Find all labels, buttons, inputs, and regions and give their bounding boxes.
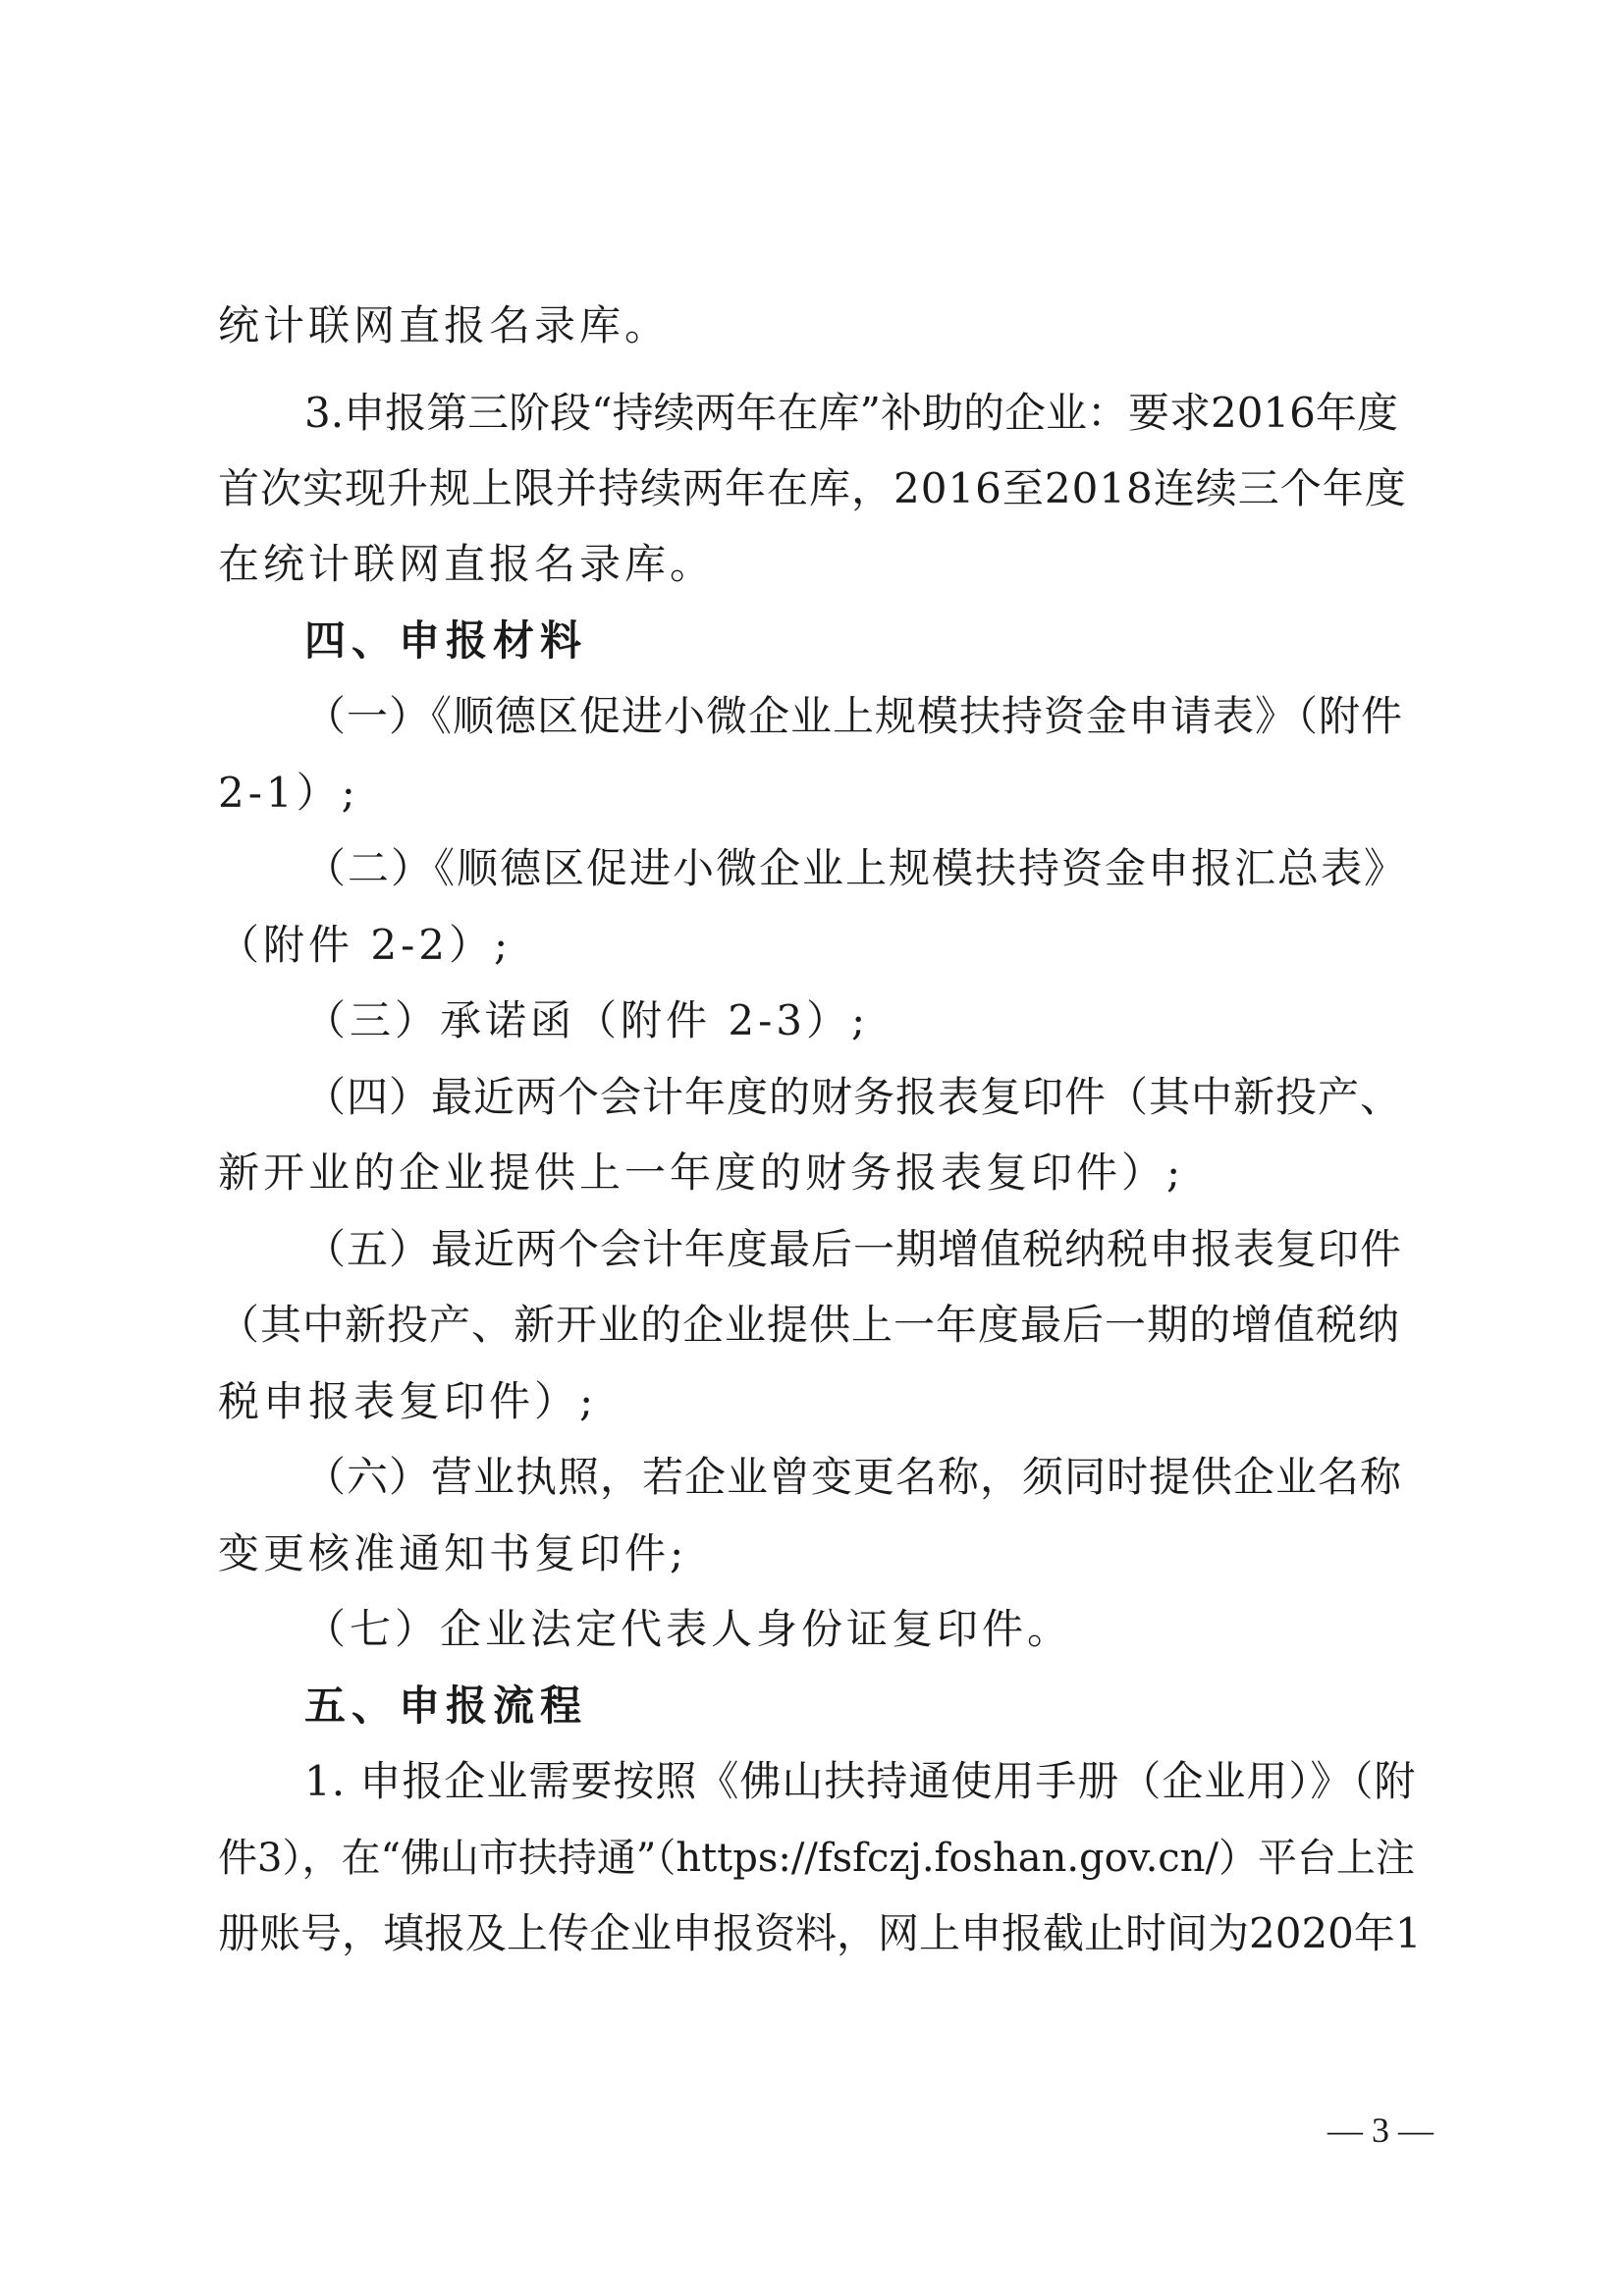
text-line: （三）承诺函（附件 2-3）; [304, 996, 870, 1044]
text-line: （六）营业执照，若企业曾变更名称，须同时提供企业名称 [304, 1453, 1403, 1501]
text-line: 统计联网直报名录库。 [218, 301, 671, 349]
page-number: — 3 — [1327, 2110, 1434, 2150]
text-line: 变更核准通知书复印件; [218, 1529, 688, 1577]
text-line: 1. 申报企业需要按照《佛山扶持通使用手册（企业用）》（附 [304, 1757, 1417, 1805]
section-heading: 四、申报材料 [304, 616, 588, 665]
text-line: （其中新投产、新开业的企业提供上一年度最后一期的增值税纳 [218, 1301, 1401, 1349]
text-line: 在统计联网直报名录库。 [218, 540, 716, 588]
text-line: （一）《顺德区促进小微企业上规模扶持资金申请表》（附件 [304, 692, 1404, 740]
text-line: （五）最近两个会计年度最后一期增值税纳税申报表复印件 [304, 1225, 1403, 1273]
text-line: 3.申报第三阶段“持续两年在库”补助的企业：要求2016年度 [304, 389, 1398, 437]
section-heading: 五、申报流程 [304, 1682, 588, 1730]
text-line: （七）企业法定代表人身份证复印件。 [304, 1605, 1073, 1653]
text-line: 册账号，填报及上传企业申报资料，网上申报截止时间为2020年1 [218, 1909, 1422, 1957]
text-line: （附件 2-2）; [218, 921, 513, 969]
text-line: 新开业的企业提供上一年度的财务报表复印件）; [218, 1148, 1185, 1197]
text-line: 税申报表复印件）; [218, 1377, 598, 1425]
text-line: 2-1）; [218, 769, 359, 817]
text-line: 首次实现升规上限并持续两年在库，2016至2018连续三个年度 [218, 464, 1407, 512]
text-line: （二）《顺德区促进小微企业上规模扶持资金申报汇总表》 [304, 844, 1408, 892]
text-line: 件3），在“佛山市扶持通”（https://fsfczj.foshan.gov.cn/）平台上注 [218, 1836, 1415, 1881]
text-line: （四）最近两个会计年度的财务报表复印件（其中新投产、 [304, 1073, 1403, 1121]
